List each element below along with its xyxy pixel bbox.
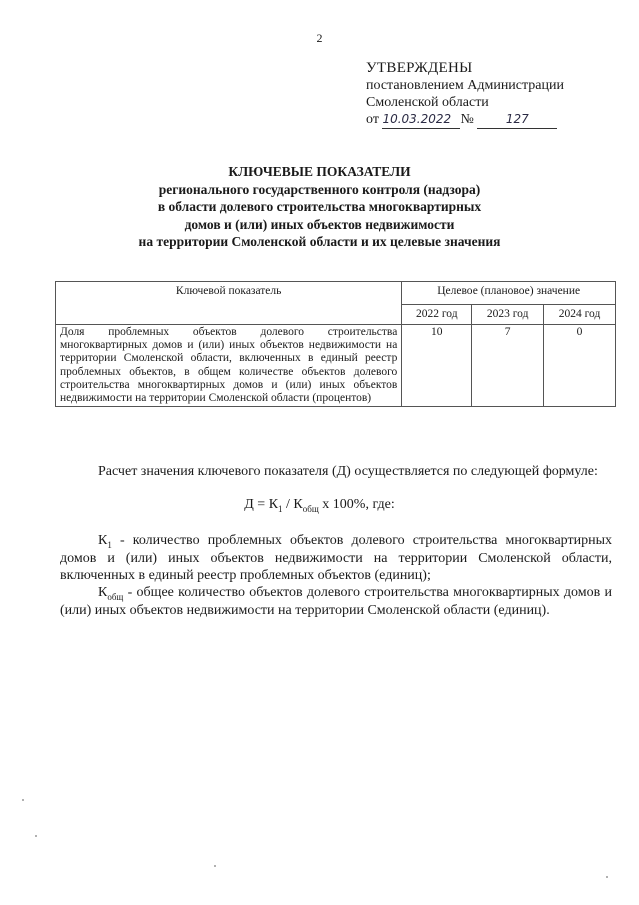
kobsh-definition-text: - общее количество объектов долевого строительства многоквартирных домов и (или) иных объектов недвижимости на территории Смоленской области (единиц). — [60, 585, 612, 618]
definition-k1 — [60, 532, 612, 585]
approval-line-1: постановлением Администрации — [366, 78, 564, 93]
kpi-table — [55, 281, 616, 407]
scan-speck — [214, 865, 216, 867]
table-row — [56, 325, 616, 407]
k1-subscript: 1 — [107, 539, 112, 550]
header-indicator: Ключевой показатель — [56, 282, 402, 325]
header-target-value: Целевое (плановое) значение — [402, 282, 616, 305]
title-line-5: на территории Смоленской области и их целевые значения — [138, 234, 501, 249]
value-2024: 0 — [544, 325, 616, 407]
value-2023: 7 — [472, 325, 544, 407]
from-label: от — [366, 112, 379, 127]
page-number: 2 — [316, 31, 323, 45]
title-line-4: домов и (или) иных объектов недвижимости — [184, 216, 455, 232]
header-year-2024: 2024 год — [544, 305, 616, 325]
kobsh-symbol: К — [98, 585, 108, 600]
title-line-2: регионального государственного контроля (надзора) — [158, 181, 481, 197]
scan-speck — [35, 835, 37, 837]
approval-line-2: Смоленской области — [366, 95, 489, 110]
value-2022: 10 — [402, 325, 472, 407]
definition-kobsh — [60, 584, 612, 619]
formula-k1-subscript: 1 — [278, 503, 283, 514]
title-line-3: в области долевого строительства многоквартирных — [157, 199, 482, 214]
approval-heading: УТВЕРЖДЕНЫ — [366, 60, 473, 76]
calc-intro-paragraph: Расчет значения ключевого показателя (Д) осуществляется по следующей формуле: — [98, 464, 598, 479]
formula — [0, 497, 639, 513]
formula-kobsh-subscript: общ — [302, 503, 319, 514]
approval-stamp-block — [366, 60, 611, 129]
number-label: № — [460, 112, 474, 127]
handwritten-number: 127 — [477, 111, 557, 129]
kobsh-subscript: общ — [107, 591, 124, 602]
title-line-1: КЛЮЧЕВЫЕ ПОКАЗАТЕЛИ — [228, 164, 411, 179]
k1-definition-text: - количество проблемных объектов долевого строительства многоквартирных домов и (или) иных объектов недвижимости на территории Смоленской области, включенных в единый реестр проблемных объектов (единиц); — [60, 533, 612, 583]
formula-divisor: / К — [282, 497, 303, 512]
document-title — [0, 163, 639, 251]
formula-lhs: Д = К — [244, 497, 279, 512]
table-header-row — [56, 282, 616, 305]
scan-speck — [606, 876, 608, 878]
handwritten-date: 10.03.2022 — [382, 111, 460, 129]
header-year-2022: 2022 год — [402, 305, 472, 325]
header-year-2023: 2023 год — [472, 305, 544, 325]
k1-symbol: К — [98, 533, 108, 548]
indicator-description: Доля проблемных объектов долевого строительства многоквартирных домов и (или) иных объектов недвижимости на территории Смоленской области, включенных в единый реестр проблемных объектов, в общем количестве объектов долевого строительства многоквартирных домов и (или) иных объектов недвижимости на территории Смоленской области (процентов) — [56, 325, 402, 407]
scan-speck — [22, 799, 24, 801]
formula-rhs: х 100%, где: — [318, 497, 395, 512]
approval-date-number-line — [366, 111, 611, 129]
